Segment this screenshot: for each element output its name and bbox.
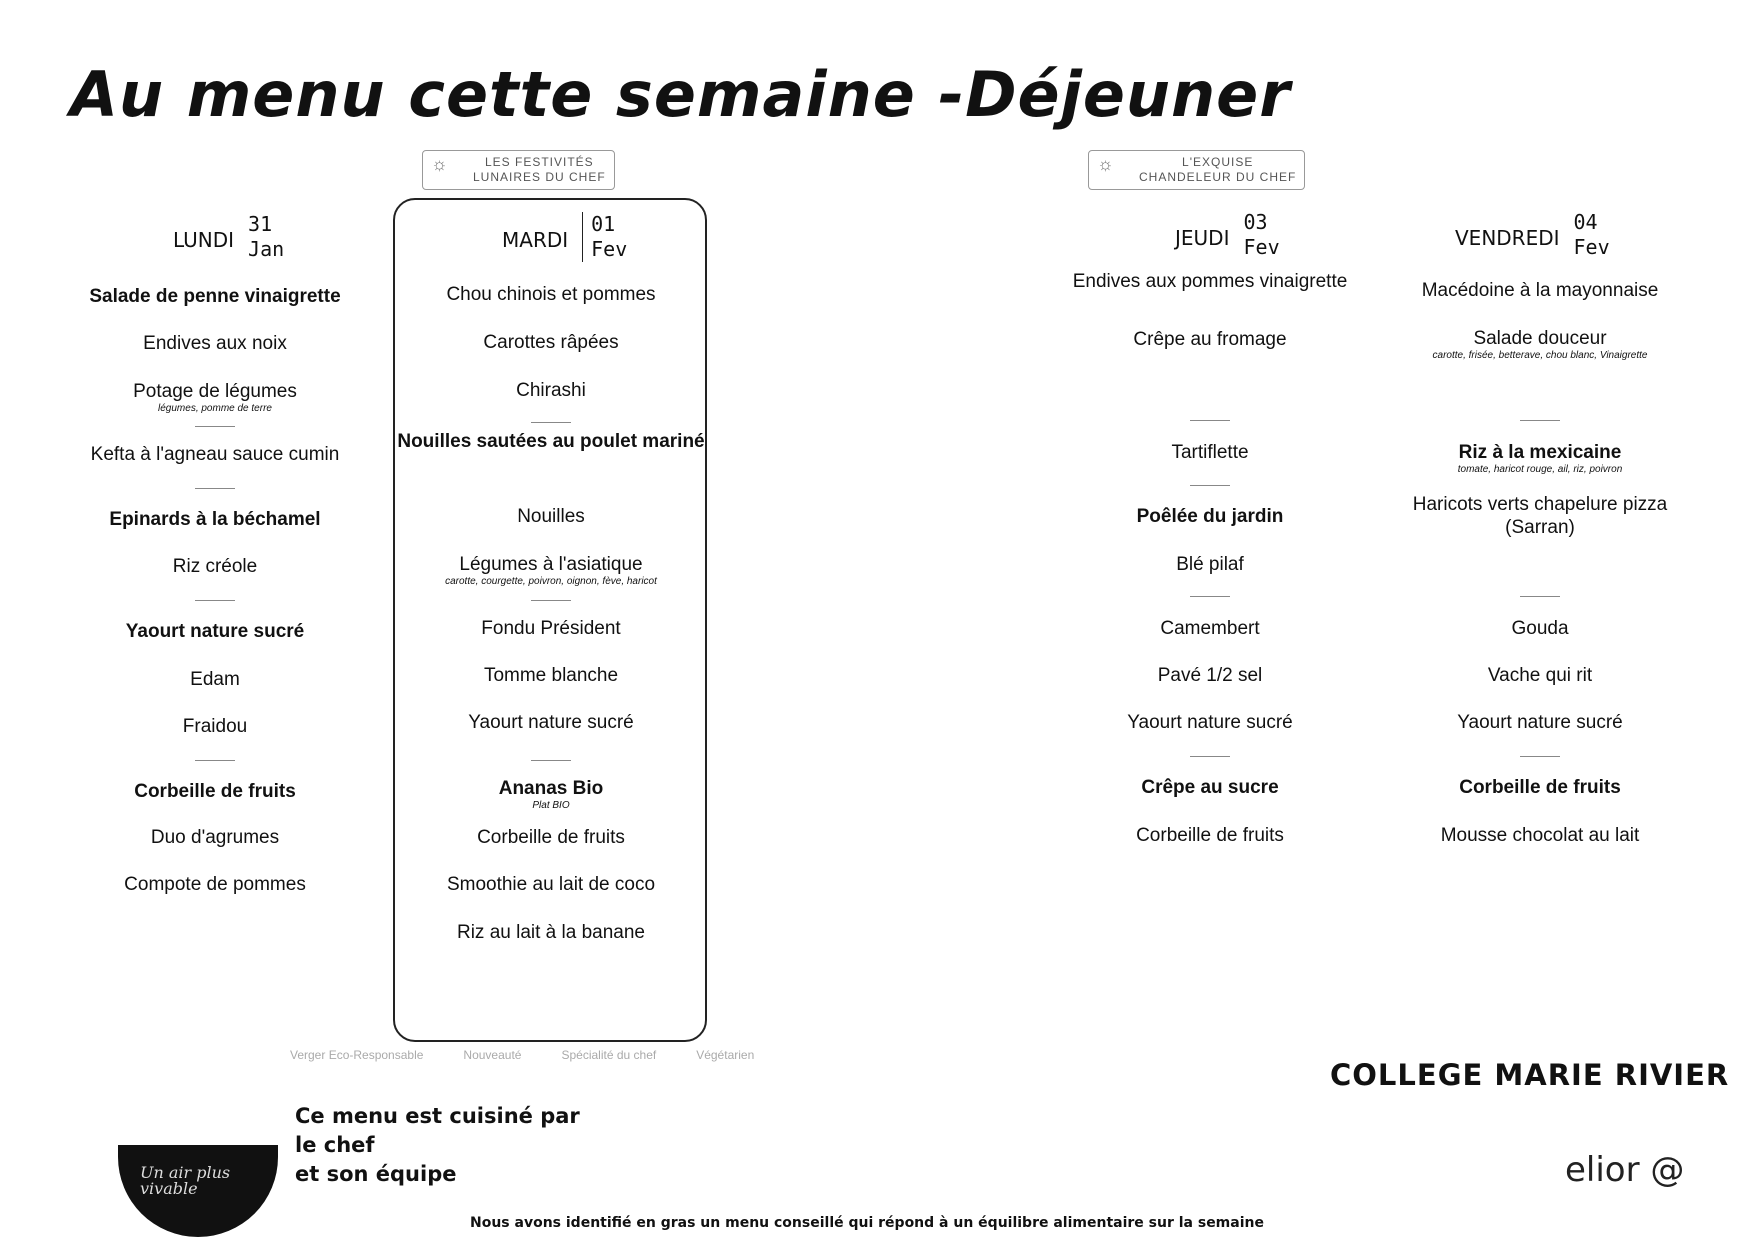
menu-item-label: Epinards à la béchamel bbox=[109, 509, 321, 530]
bottom-note: Nous avons identifié en gras un menu conseillé qui répond à un équilibre alimentaire sur la semaine bbox=[470, 1215, 1264, 1231]
course-separator bbox=[1190, 596, 1230, 597]
course-separator bbox=[531, 760, 571, 761]
menu-item bbox=[60, 620, 370, 643]
menu-item-label: Yaourt nature sucré bbox=[1127, 712, 1293, 733]
badge-line: CHANDELEUR DU CHEF bbox=[1139, 170, 1297, 184]
school-name: COLLEGE MARIE RIVIER bbox=[1330, 1058, 1730, 1092]
menu-item-label: Salade de penne vinaigrette bbox=[89, 286, 341, 307]
menu-item bbox=[396, 331, 706, 354]
menu-item bbox=[1060, 824, 1360, 847]
menu-item-label: Camembert bbox=[1160, 618, 1260, 639]
menu-item-label: Vache qui rit bbox=[1487, 665, 1593, 686]
menu-item bbox=[1060, 328, 1360, 351]
badge-line: L'EXQUISE bbox=[1182, 155, 1254, 169]
menu-item bbox=[396, 617, 706, 640]
menu-item bbox=[60, 780, 370, 803]
menu-item bbox=[60, 443, 370, 466]
menu-item-note: tomate, haricot rouge, ail, riz, poivron bbox=[1457, 464, 1623, 475]
badge-line: LES FESTIVITÉS bbox=[484, 155, 594, 169]
course-separator bbox=[195, 488, 235, 489]
menu-item-label: Nouilles sautées au poulet mariné bbox=[397, 431, 705, 452]
menu-item bbox=[60, 508, 370, 531]
menu-column-vendredi bbox=[1390, 0, 1690, 1240]
menu-item-label: Smoothie au lait de coco bbox=[446, 874, 656, 895]
menu-item bbox=[60, 332, 370, 355]
menu-item bbox=[60, 826, 370, 849]
course-separator bbox=[195, 426, 235, 427]
menu-item-label: Crêpe au fromage bbox=[1133, 329, 1287, 350]
menu-item bbox=[1390, 493, 1690, 539]
menu-item-label: Macédoine à la mayonnaise bbox=[1421, 280, 1659, 301]
legend-item: Végétarien bbox=[696, 1048, 755, 1062]
menu-item-label: Yaourt nature sucré bbox=[1457, 712, 1623, 733]
day-name: MARDI bbox=[502, 228, 569, 252]
page-title: Au menu cette semaine -Déjeuner bbox=[70, 58, 1291, 131]
menu-item-label: Endives aux pommes vinaigrette bbox=[1072, 271, 1348, 292]
menu-item-label: Yaourt nature sucré bbox=[468, 712, 634, 733]
day-date: 31 Jan bbox=[248, 212, 285, 261]
menu-item bbox=[396, 777, 706, 812]
menu-item-label: Mousse chocolat au lait bbox=[1440, 825, 1640, 846]
menu-item bbox=[1390, 776, 1690, 799]
bowl-logo-text: Un air plus vivable bbox=[140, 1163, 231, 1198]
menu-item bbox=[396, 921, 706, 944]
menu-item bbox=[1060, 776, 1360, 799]
badge-line: LUNAIRES DU CHEF bbox=[473, 170, 606, 184]
menu-item bbox=[60, 715, 370, 738]
menu-item bbox=[1390, 664, 1690, 687]
chef-line: Ce menu est cuisiné par bbox=[295, 1104, 580, 1128]
course-separator bbox=[1190, 485, 1230, 486]
menu-item bbox=[396, 379, 706, 402]
menu-item-label: Edam bbox=[190, 669, 240, 690]
course-separator bbox=[531, 600, 571, 601]
menu-item-label: Riz au lait à la banane bbox=[456, 922, 645, 943]
menu-item-label: Kefta à l'agneau sauce cumin bbox=[90, 444, 340, 465]
menu-item-label: Duo d'agrumes bbox=[150, 827, 280, 848]
menu-item bbox=[60, 555, 370, 578]
menu-item bbox=[396, 873, 706, 896]
legend-item: Nouveauté bbox=[463, 1048, 522, 1062]
menu-item bbox=[1390, 327, 1690, 362]
day-name: JEUDI bbox=[1175, 226, 1230, 250]
menu-item-label: Corbeille de fruits bbox=[134, 781, 296, 802]
chef-statement bbox=[295, 1102, 580, 1189]
menu-item-note: légumes, pomme de terre bbox=[158, 403, 272, 414]
menu-item bbox=[1390, 824, 1690, 847]
day-date: 03 Fev bbox=[1243, 210, 1280, 259]
menu-item-label: Potage de légumes bbox=[133, 381, 297, 402]
menu-item-label: Corbeille de fruits bbox=[477, 827, 625, 848]
sun-icon: ☼ bbox=[431, 154, 449, 174]
elior-logo bbox=[1565, 1150, 1684, 1190]
menu-item-label: Crêpe au sucre bbox=[1141, 777, 1279, 798]
day-name: VENDREDI bbox=[1455, 226, 1560, 250]
course-separator bbox=[195, 600, 235, 601]
menu-item-note: Plat BIO bbox=[532, 800, 570, 811]
day-date: 04 Fev bbox=[1573, 210, 1610, 259]
day-date: 01 Fev bbox=[582, 212, 627, 262]
menu-item bbox=[60, 380, 370, 415]
legend-item: Spécialité du chef bbox=[561, 1048, 657, 1062]
menu-column-jeudi bbox=[1060, 0, 1360, 1240]
day-name: LUNDI bbox=[173, 228, 235, 252]
menu-item-label: Carottes râpées bbox=[483, 332, 619, 353]
menu-item bbox=[1060, 505, 1360, 528]
menu-item bbox=[1390, 279, 1690, 302]
menu-item-note: carotte, frisée, betterave, chou blanc, Vinaigrette bbox=[1432, 350, 1648, 361]
elior-swirl-icon: @ bbox=[1650, 1150, 1685, 1190]
menu-item bbox=[1060, 617, 1360, 640]
menu-item bbox=[1390, 441, 1690, 476]
menu-item-label: Yaourt nature sucré bbox=[125, 621, 305, 642]
menu-item-label: Chou chinois et pommes bbox=[446, 284, 656, 305]
menu-item-note: carotte, courgette, poivron, oignon, fève, haricot bbox=[445, 576, 657, 587]
course-separator bbox=[1190, 756, 1230, 757]
menu-item-label: Gouda bbox=[1511, 618, 1569, 639]
course-separator bbox=[195, 760, 235, 761]
chef-line: le chef bbox=[295, 1133, 375, 1157]
menu-item-label: Blé pilaf bbox=[1176, 554, 1244, 575]
menu-item bbox=[396, 283, 706, 306]
menu-item-label: Nouilles bbox=[517, 506, 585, 527]
course-separator bbox=[531, 422, 571, 423]
menu-item bbox=[60, 285, 370, 308]
menu-item bbox=[1390, 711, 1690, 734]
menu-item-label: Riz à la mexicaine bbox=[1458, 442, 1622, 463]
legend-item: Verger Eco-Responsable bbox=[290, 1048, 424, 1062]
brand-name: elior bbox=[1565, 1150, 1640, 1190]
menu-item-label: Pavé 1/2 sel bbox=[1157, 665, 1263, 686]
menu-item bbox=[396, 553, 706, 588]
menu-item-label: Endives aux noix bbox=[143, 333, 287, 354]
menu-item bbox=[396, 430, 706, 453]
menu-item-label: Corbeille de fruits bbox=[1136, 825, 1284, 846]
menu-item-label: Tomme blanche bbox=[483, 665, 619, 686]
menu-item bbox=[396, 711, 706, 734]
menu-item bbox=[60, 668, 370, 691]
menu-item bbox=[396, 505, 706, 528]
menu-item-label: Salade douceur bbox=[1473, 328, 1607, 349]
menu-item-label: Compote de pommes bbox=[124, 874, 306, 895]
menu-item bbox=[1390, 617, 1690, 640]
menu-item bbox=[396, 664, 706, 687]
menu-item-label: Légumes à l'asiatique bbox=[459, 554, 643, 575]
menu-item-label: Corbeille de fruits bbox=[1459, 777, 1621, 798]
menu-item-label: Tartiflette bbox=[1171, 442, 1249, 463]
menu-item bbox=[1060, 553, 1360, 576]
course-separator bbox=[1520, 596, 1560, 597]
menu-item-label: Ananas Bio bbox=[498, 778, 604, 799]
menu-item bbox=[1060, 441, 1360, 464]
course-separator bbox=[1190, 420, 1230, 421]
menu-item-label: Chirashi bbox=[516, 380, 586, 401]
menu-item bbox=[1060, 664, 1360, 687]
menu-item-label: Riz créole bbox=[172, 556, 258, 577]
chef-line: et son équipe bbox=[295, 1162, 457, 1186]
menu-item-label: Fondu Président bbox=[481, 618, 621, 639]
sun-icon: ☼ bbox=[1097, 154, 1115, 174]
menu-item-label: Fraidou bbox=[182, 716, 248, 737]
menu-item bbox=[1060, 270, 1360, 293]
course-separator bbox=[1520, 420, 1560, 421]
menu-item bbox=[1060, 711, 1360, 734]
menu-item bbox=[60, 873, 370, 896]
menu-item bbox=[396, 826, 706, 849]
course-separator bbox=[1520, 756, 1560, 757]
menu-item-label: Haricots verts chapelure pizza (Sarran) bbox=[1412, 494, 1668, 538]
legend-icons bbox=[290, 1048, 754, 1062]
menu-item-label: Poêlée du jardin bbox=[1136, 506, 1284, 527]
